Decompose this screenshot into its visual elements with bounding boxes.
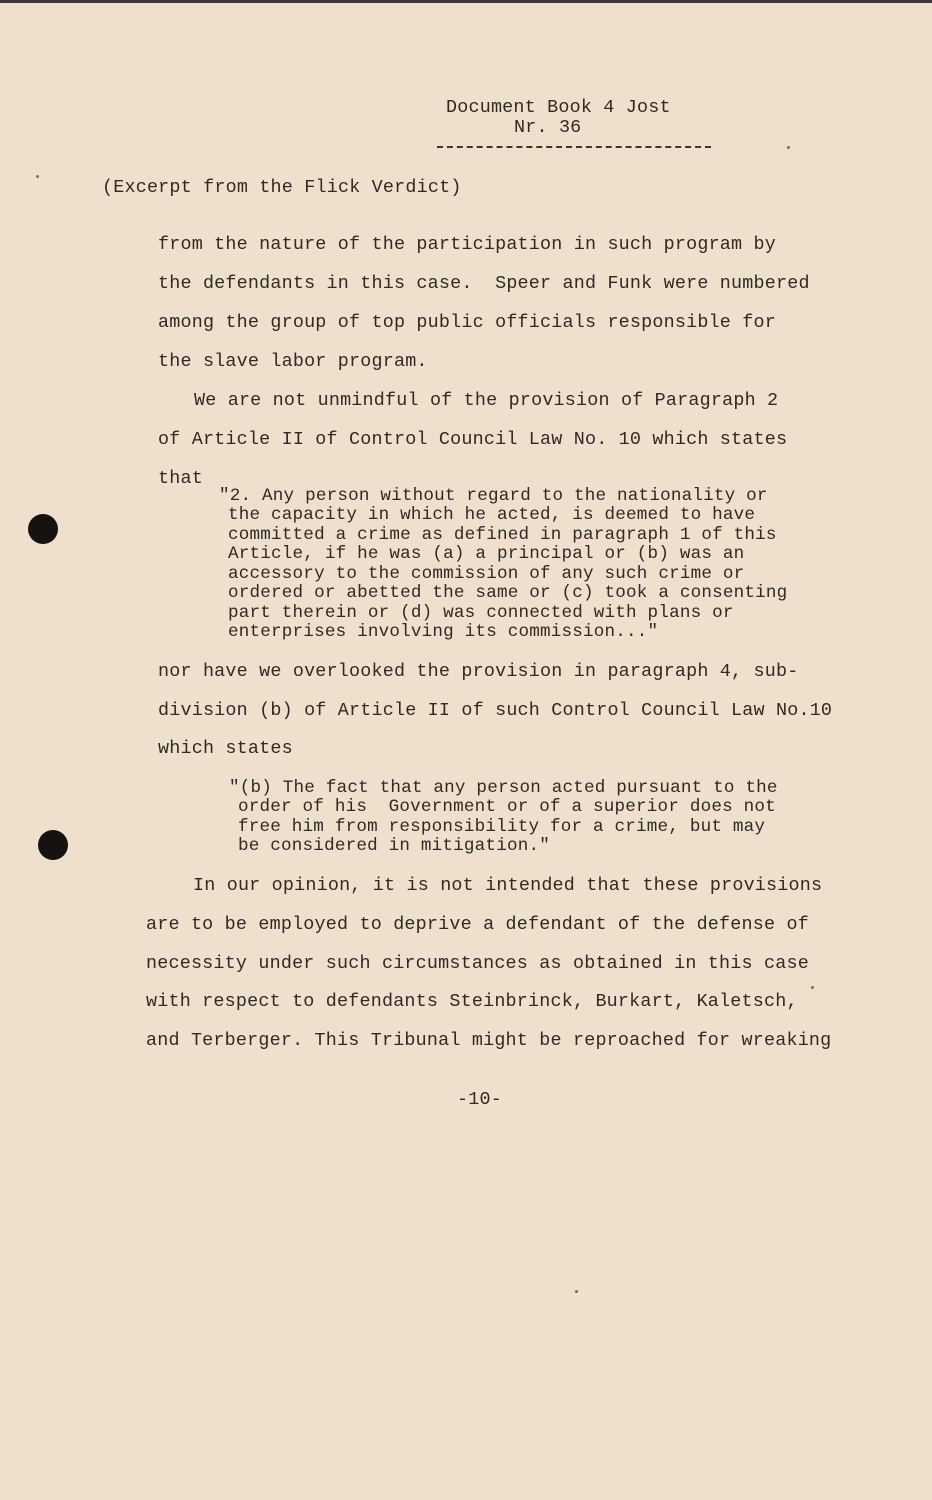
paragraph2-line: of Article II of Control Council Law No. 10 which states: [158, 429, 788, 450]
header-document-number: Nr. 36: [514, 117, 582, 138]
quote1-line: committed a crime as defined in paragraph 1 of this: [228, 525, 777, 545]
punch-hole: [28, 514, 58, 544]
quote1-line: enterprises involving its commission...": [228, 622, 659, 642]
paragraph1-line: the slave labor program.: [158, 351, 428, 372]
paragraph3-line: which states: [158, 738, 293, 759]
paragraph4-line: necessity under such circumstances as obtained in this case: [146, 953, 809, 974]
paragraph4-line: with respect to defendants Steinbrinck, Burkart, Kaletsch,: [146, 991, 798, 1012]
header-document-book: Document Book 4 Jost: [446, 97, 671, 118]
paragraph2-line: that: [158, 468, 203, 489]
excerpt-title: (Excerpt from the Flick Verdict): [102, 177, 462, 198]
quote2-line: "(b) The fact that any person acted pursuant to the: [229, 778, 778, 798]
paragraph1-line: among the group of top public officials responsible for: [158, 312, 776, 333]
paper-speck: [575, 1290, 578, 1293]
page-number: -10-: [457, 1089, 502, 1110]
paragraph3-line: nor have we overlooked the provision in paragraph 4, sub-: [158, 661, 799, 682]
paper-speck: [811, 986, 814, 989]
quote1-line: Article, if he was (a) a principal or (b) was an: [228, 544, 745, 564]
quote1-line: accessory to the commission of any such crime or: [228, 564, 745, 584]
quote1-line: "2. Any person without regard to the nationality or: [219, 486, 768, 506]
paragraph3-line: division (b) of Article II of such Control Council Law No.10: [158, 700, 833, 721]
quote1-line: ordered or abetted the same or (c) took a consenting: [228, 583, 788, 603]
paragraph4-line: are to be employed to deprive a defendant of the defense of: [146, 914, 809, 935]
paper-speck: [787, 146, 790, 149]
paper-speck: [36, 175, 39, 178]
quote2-line: order of his Government or of a superior does not: [238, 797, 776, 817]
paragraph1-line: from the nature of the participation in such program by: [158, 234, 776, 255]
quote2-line: free him from responsibility for a crime, but may: [238, 817, 766, 837]
header-dashed-rule: [437, 146, 711, 148]
punch-hole: [38, 830, 68, 860]
quote1-line: the capacity in which he acted, is deemed to have: [228, 505, 756, 525]
paragraph2-line: We are not unmindful of the provision of Paragraph 2: [194, 390, 779, 411]
paragraph4-line: and Terberger. This Tribunal might be reproached for wreaking: [146, 1030, 832, 1051]
paragraph4-line: In our opinion, it is not intended that these provisions: [193, 875, 823, 896]
quote2-line: be considered in mitigation.": [238, 836, 550, 856]
quote1-line: part therein or (d) was connected with plans or: [228, 603, 734, 623]
paragraph1-line: the defendants in this case. Speer and Funk were numbered: [158, 273, 810, 294]
